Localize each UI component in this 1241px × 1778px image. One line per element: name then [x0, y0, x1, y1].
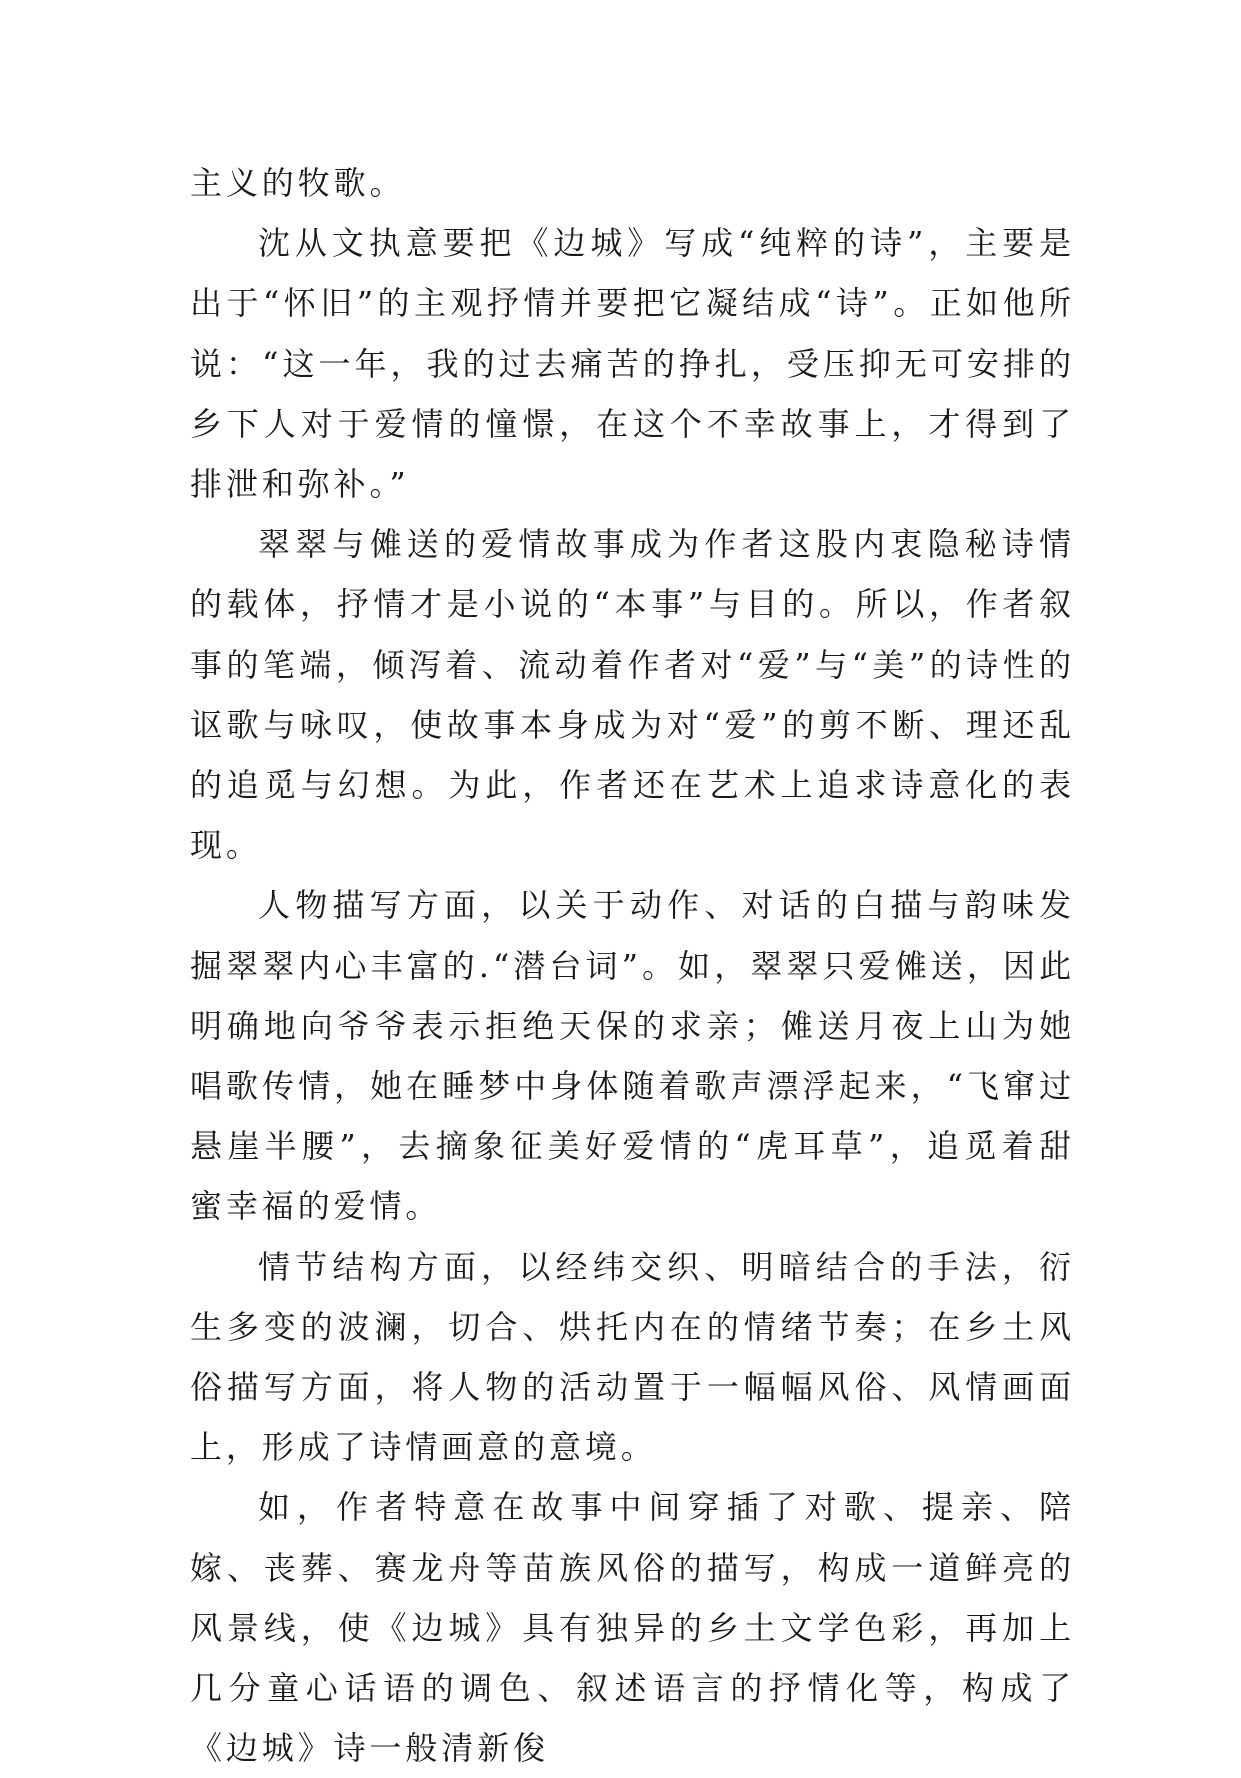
- paragraph-1: 主义的牧歌。: [190, 164, 406, 202]
- paragraph-3: 翠翠与傩送的爱情故事成为作者这股内衷隐秘诗情的载体，抒情才是小说的“本事”与目的。所以，作者叙事的笔端，倾泻着、流动着作者对“爱”与“美”的诗性的讴歌与咏叹，使故事本身成为对“爱”的剪不断、理还乱的追觅与幻想。为此，作者还在艺术上追求诗意化的表现。: [190, 525, 1075, 865]
- paragraph-2: 沈从文执意要把《边城》写成“纯粹的诗”，主要是出于“怀旧”的主观抒情并要把它凝结成“诗”。正如他所说：“这一年，我的过去痛苦的挣扎，受压抑无可安排的乡下人对于爱情的憧憬，在这个不幸故事上，才得到了排泄和弥补。”: [190, 224, 1075, 504]
- document-body: [190, 153, 1075, 1778]
- paragraph-4: 人物描写方面，以关于动作、对话的白描与韵味发掘翠翠内心丰富的.“潜台词”。如，翠翠只爱傩送，因此明确地向爷爷表示拒绝天保的求亲；傩送月夜上山为她唱歌传情，她在睡梦中身体随着歌声漂浮起来，“飞窜过悬崖半腰”，去摘象征美好爱情的“虎耳草”，追觅着甜蜜幸福的爱情。: [190, 886, 1075, 1226]
- paragraph-5: 情节结构方面，以经纬交织、明暗结合的手法，衍生多变的波澜，切合、烘托内在的情绪节奏；在乡土风俗描写方面，将人物的活动置于一幅幅风俗、风情画面上，形成了诗情画意的意境。: [190, 1247, 1075, 1467]
- paragraph-6: 如，作者特意在故事中间穿插了对歌、提亲、陪嫁、丧葬、赛龙舟等苗族风俗的描写，构成一道鲜亮的风景线，使《边城》具有独异的乡土文学色彩，再加上几分童心话语的调色、叙述语言的抒情化等，构成了《边城》诗一般清新俊: [190, 1488, 1075, 1768]
